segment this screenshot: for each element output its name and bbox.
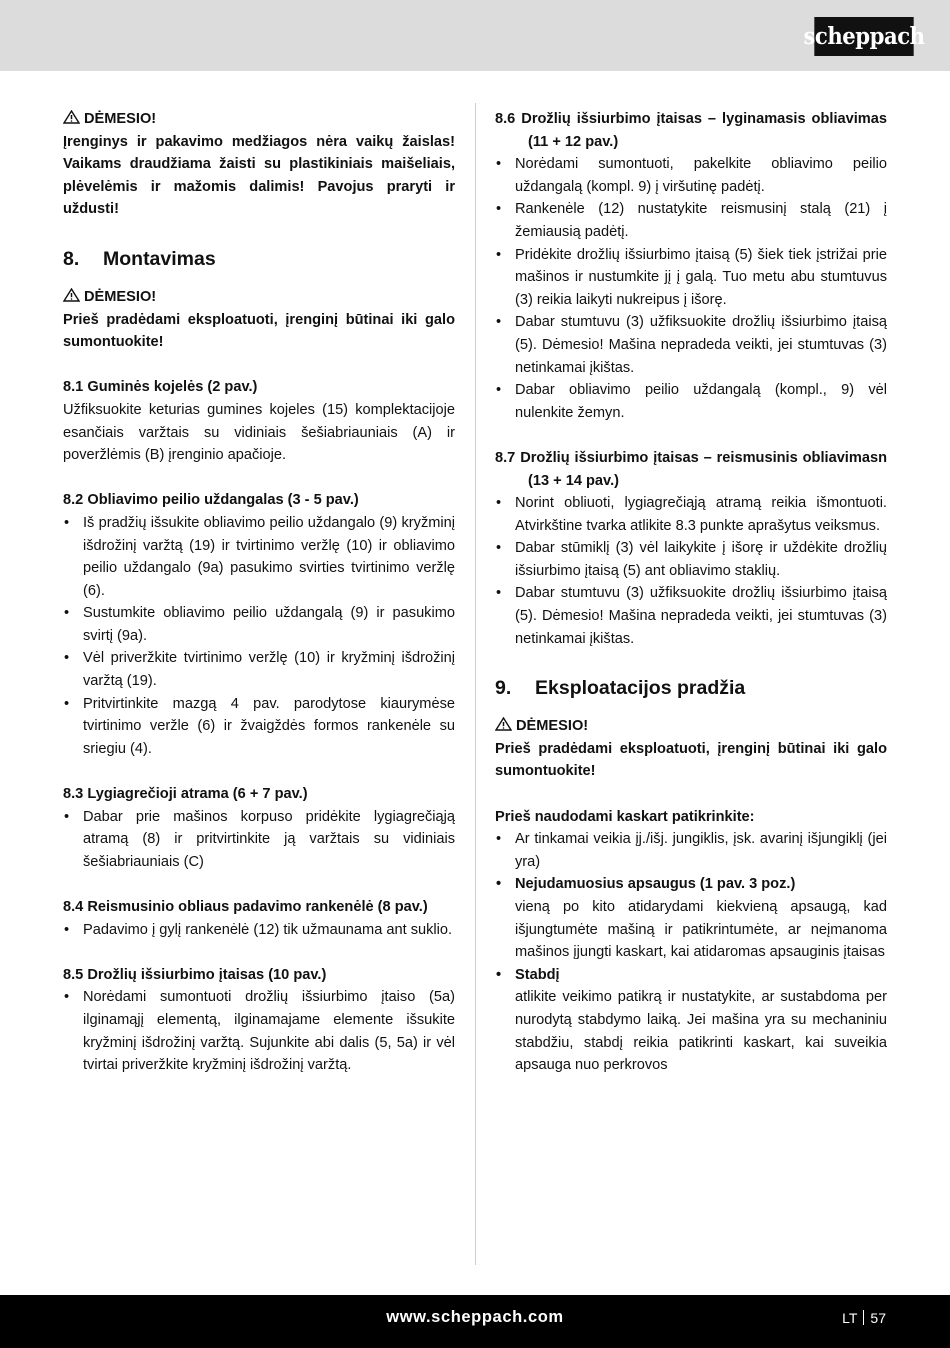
list-item: • Pridėkite drožlių išsiurbimo įtaisą (5) šiek tiek įstrižai prie mašinos ir nustumkite jį į galą. Tuo metu abu stumtuvus (3) reikia laikyti nukreipus į išorę.: [495, 244, 887, 312]
right-column: [495, 108, 887, 1077]
list-item: • Ar tinkamai veikia įj./išj. jungiklis, įsk. avarinį išjungiklį (jei yra): [495, 828, 887, 873]
section-9-heading: 9. Eksploatacijos pradžia: [495, 677, 746, 700]
warning-text-1: Įrenginys ir pakavimo medžiagos nėra vaikų žaislas! Vaikams draudžiama žaisti su plastikiniais maišeliais, plėvelėmis ir mažomis dalimis! Pavojus praryti ir uždusti!: [63, 133, 455, 218]
list-item: • Dabar stumtuvu (3) užfiksuokite drožlių išsiurbimo įtaisą (5). Dėmesio! Mašina nepradeda veikti, jei stumtuvas (3) netinkamai įkištas.: [495, 582, 887, 650]
section-8-2-heading: 8.2 Obliavimo peilio uždangalas (3 - 5 pav.): [63, 492, 359, 509]
header-bar: [0, 0, 950, 71]
warning-triangle-icon: [495, 717, 512, 731]
list-item: • Norint obliuoti, lygiagrečiąją atramą reikia išmontuoti. Atvirkštine tvarka atlikite 8.3 punkte aprašytus veiksmus.: [495, 492, 887, 537]
list-item: • Norėdami sumontuoti, pakelkite obliavimo peilio uždangalą (kompl. 9) į viršutinę padėtį.: [495, 153, 887, 198]
section-8-1-text: Užfiksuokite keturias gumines kojeles (15) komplektacijoje esančiais varžtais su vidiniais šešiabriauniais (A) ir poveržlėmis (B) įrenginio apačioje.: [63, 401, 455, 464]
checklist: [495, 828, 887, 896]
list-item: • Pritvirtinkite mazgą 4 pav. parodytose kiaurymėse tvirtinimo veržle (6) ir žvaigždės formos rankenėle su sriegiu (4).: [63, 693, 455, 761]
section-8-3-list: [63, 806, 455, 874]
page-number: LT 57: [842, 1310, 886, 1326]
section-8-5-heading: 8.5 Drožlių išsiurbimo įtaisas (10 pav.): [63, 966, 327, 983]
list-item: • Padavimo į gylį rankenėlė (12) tik užmaunama ant suklio.: [63, 919, 455, 942]
list-item: • Norėdami sumontuoti drožlių išsiurbimo įtaiso (5a) ilginamąjį elementą, ilginamajame elemente išsukite kryžminį išdrožinį varžtą. Sujunkite abi dalis (5, 5a) ir vėl tvirtai priveržkite kryžminį išdrožinį varžtą.: [63, 986, 455, 1076]
warning-text-2: Prieš pradėdami eksploatuoti, įrenginį būtinai iki galo sumontuokite!: [63, 311, 455, 351]
list-item: • Iš pradžių išsukite obliavimo peilio uždangalo (9) kryžminį išdrožinį varžtą (19) ir tvirtinimo veržlę (10) ir obliavimo peilio uždangalo (9a) pasukimo svirties tvirtinimo veržlę (6).: [63, 512, 455, 602]
warning-heading-3: DĖMESIO!: [495, 715, 887, 738]
warning-triangle-icon: [63, 110, 80, 124]
section-8-heading: 8. Montavimas: [63, 247, 216, 270]
section-8-7-heading: 8.7 Drožlių išsiurbimo įtaisas – reismusinis obliavimasn (13 + 14 pav.): [495, 449, 887, 489]
warning-heading-1: DĖMESIO!: [63, 108, 455, 131]
section-8-6-heading: 8.6 Drožlių išsiurbimo įtaisas – lyginamasis obliavimas (11 + 12 pav.): [495, 111, 887, 150]
section-8-4-list: [63, 919, 455, 942]
checklist-cont: [495, 964, 887, 987]
list-item: • Dabar stumtuvu (3) užfiksuokite drožlių išsiurbimo įtaisą (5). Dėmesio! Mašina nepradeda veikti, jei stumtuvas (3) netinkamai įkištas.: [495, 311, 887, 379]
list-item: • Vėl priveržkite tvirtinimo veržlę (10) ir kryžminį išdrožinį varžtą (19).: [63, 647, 455, 692]
list-item: • Rankenėle (12) nustatykite reismusinį stalą (21) į žemiausią padėtį.: [495, 198, 887, 243]
list-item: • Dabar stūmiklį (3) vėl laikykite į išorę ir uždėkite drožlių išsiurbimo įtaisą (5) ant obliavimo staklių.: [495, 537, 887, 582]
separator: [863, 1310, 864, 1325]
left-column: [63, 108, 455, 1077]
scheppach-logo: scheppach: [814, 17, 913, 56]
checklist-heading: Prieš naudodami kaskart patikrinkite:: [495, 808, 755, 825]
column-divider: [475, 103, 476, 1265]
section-8-6-list: [495, 153, 887, 424]
list-item: • Dabar obliavimo peilio uždangalą (kompl., 9) vėl nulenkite žemyn.: [495, 379, 887, 424]
section-8-3-heading: 8.3 Lygiagrečioji atrama (6 + 7 pav.): [63, 786, 308, 803]
list-item-guards-title: • Nejudamuosius apsaugus (1 pav. 3 poz.): [495, 873, 887, 896]
warning-triangle-icon: [63, 288, 80, 302]
brake-text: atlikite veikimo patikrą ir nustatykite, ar sustabdoma per nurodytą stabdymo laiką. Jei mašina yra su mechaniniu stabdžiu, stabdį reikia patikrinti kaskart, kai suveikia apsauga nuo perkrovos: [515, 989, 887, 1074]
warning-text-3: Prieš pradėdami eksploatuoti, įrenginį būtinai iki galo sumontuokite!: [495, 740, 887, 780]
warning-heading-2: DĖMESIO!: [63, 286, 455, 309]
section-8-1-heading: 8.1 Guminės kojelės (2 pav.): [63, 379, 258, 396]
footer-url: www.scheppach.com: [386, 1308, 564, 1326]
section-8-7-list: [495, 492, 887, 650]
section-8-5-list: [63, 986, 455, 1076]
guards-text: vieną po kito atidarydami kiekvieną apsaugą, kad išjungtumėte mašiną ir patikrintumėte, ar neįmanoma mašinos įjungti kaskart, kai atidaromas apsauginis įtaisas: [515, 899, 887, 961]
footer-bar: [0, 1295, 950, 1348]
section-8-4-heading: 8.4 Reismusinio obliaus padavimo rankenėlė (8 pav.): [63, 899, 428, 915]
section-8-2-list: [63, 512, 455, 761]
list-item: • Sustumkite obliavimo peilio uždangalą (9) ir pasukimo svirtį (9a).: [63, 602, 455, 647]
list-item: • Dabar prie mašinos korpuso pridėkite lygiagrečiąją atramą (8) ir pritvirtinkite ją varžtais su vidiniais šešiabriauniais (C): [63, 806, 455, 874]
list-item-brake-title: • Stabdį: [495, 964, 887, 987]
